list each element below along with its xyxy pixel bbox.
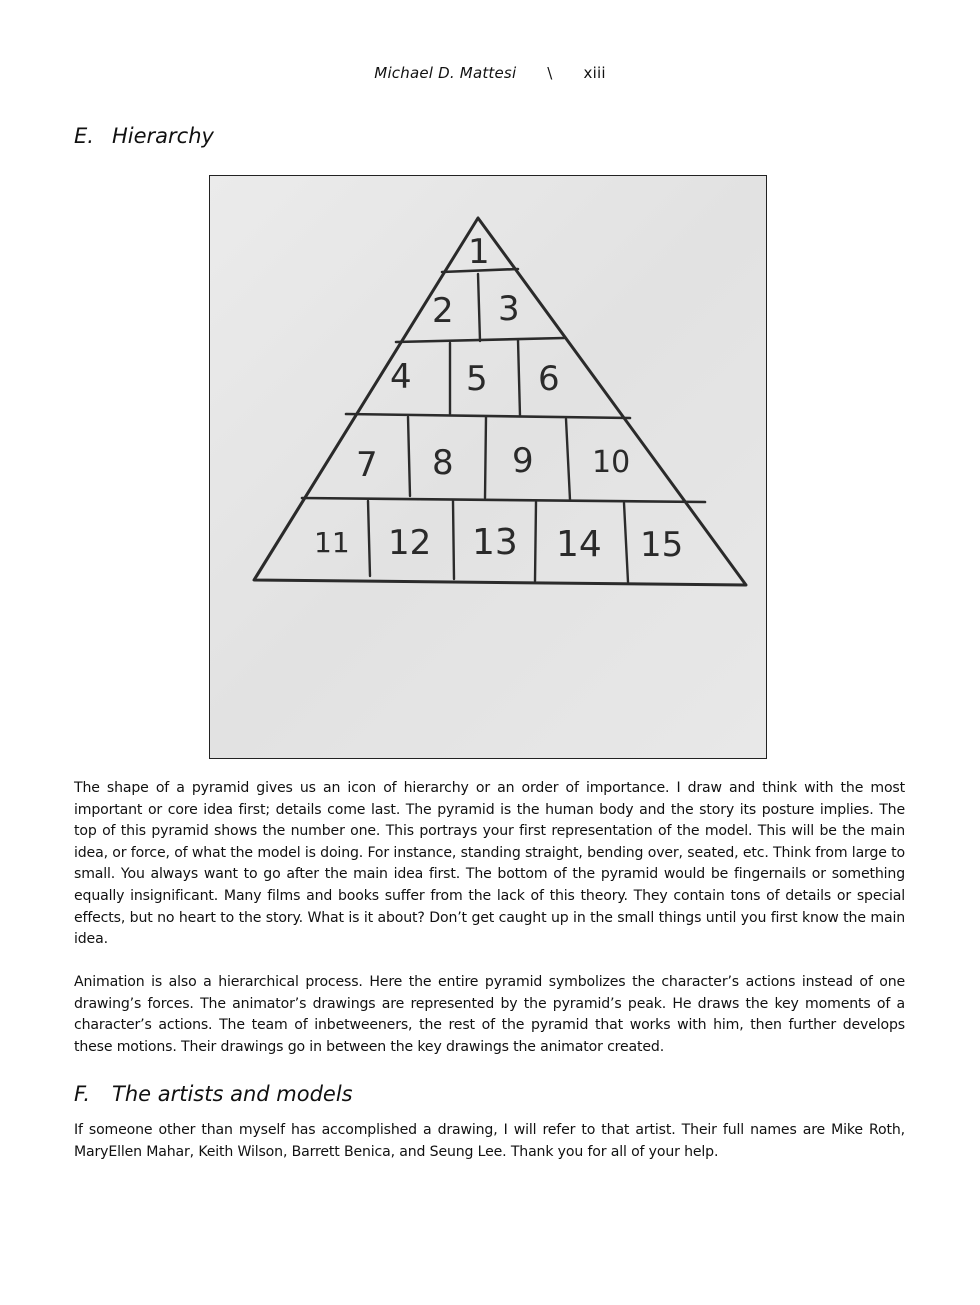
pyramid-cell: 8 [432, 443, 454, 483]
pyramid-cell: 13 [472, 522, 518, 563]
pyramid-cell: 14 [556, 524, 602, 565]
section-letter: E. [74, 124, 94, 148]
pyramid-cell: 7 [356, 445, 378, 485]
pyramid-cell: 10 [592, 445, 631, 480]
section-title: Hierarchy [112, 124, 214, 148]
pyramid-cell: 2 [432, 291, 454, 331]
pyramid-cell: 3 [498, 289, 520, 329]
pyramid-cell: 11 [314, 526, 350, 559]
page-number: xiii [583, 64, 606, 82]
pyramid-cell: 1 [468, 232, 490, 272]
pyramid-cell: 5 [466, 359, 488, 399]
pyramid-cell: 15 [640, 525, 684, 565]
paragraph-hierarchy-2: Animation is also a hierarchical process. Here the entire pyramid symbolizes the character’s actions instead of one drawing’s forces. The animator’s drawings are represented by the pyramid’s peak. He draws the key moments of a character’s actions. The team of inbetweeners, the rest of the pyramid that works with him, then further develops these motions. Their drawings go in between the key drawings the animator created. [74, 974, 905, 1055]
header-author: Michael D. Mattesi [374, 64, 517, 82]
paragraph-artists: If someone other than myself has accomplished a drawing, I will refer to that artist. Their full names are Mike Roth, MaryEllen Mahar, Keith Wilson, Barrett Benica, and Seung Lee. Thank you for all of your help. [74, 1122, 905, 1160]
pyramid-figure [209, 175, 767, 759]
section-letter: F. [74, 1082, 91, 1106]
section-heading-hierarchy [74, 124, 214, 148]
pyramid-drawing-icon [210, 176, 767, 759]
pyramid-cell: 4 [390, 357, 412, 397]
running-header [0, 64, 980, 82]
pyramid-cell: 12 [388, 523, 432, 563]
paragraph-hierarchy-1: The shape of a pyramid gives us an icon of hierarchy or an order of importance. I draw and think with the most important or core idea first; details come last. The pyramid is the human body and the story its posture implies. The top of this pyramid shows the number one. This portrays your first representation of the model. This will be the main idea, or force, of what the model is doing. For instance, standing straight, bending over, seated, etc. Think from large to small. You always want to go after the main idea first. The bottom of the pyramid would be fingernails or something equally insignificant. Many films and books suffer from the lack of this theory. They contain tons of details or special effects, but no heart to the story. What is it about? Don’t get caught up in the small things until you first know the main idea. [74, 780, 905, 948]
pyramid-cell: 9 [512, 441, 534, 481]
pyramid-cell: 6 [538, 359, 560, 399]
section-heading-artists-and-models [74, 1082, 353, 1106]
section-title: The artists and models [112, 1082, 353, 1106]
header-separator: \ [547, 64, 553, 82]
